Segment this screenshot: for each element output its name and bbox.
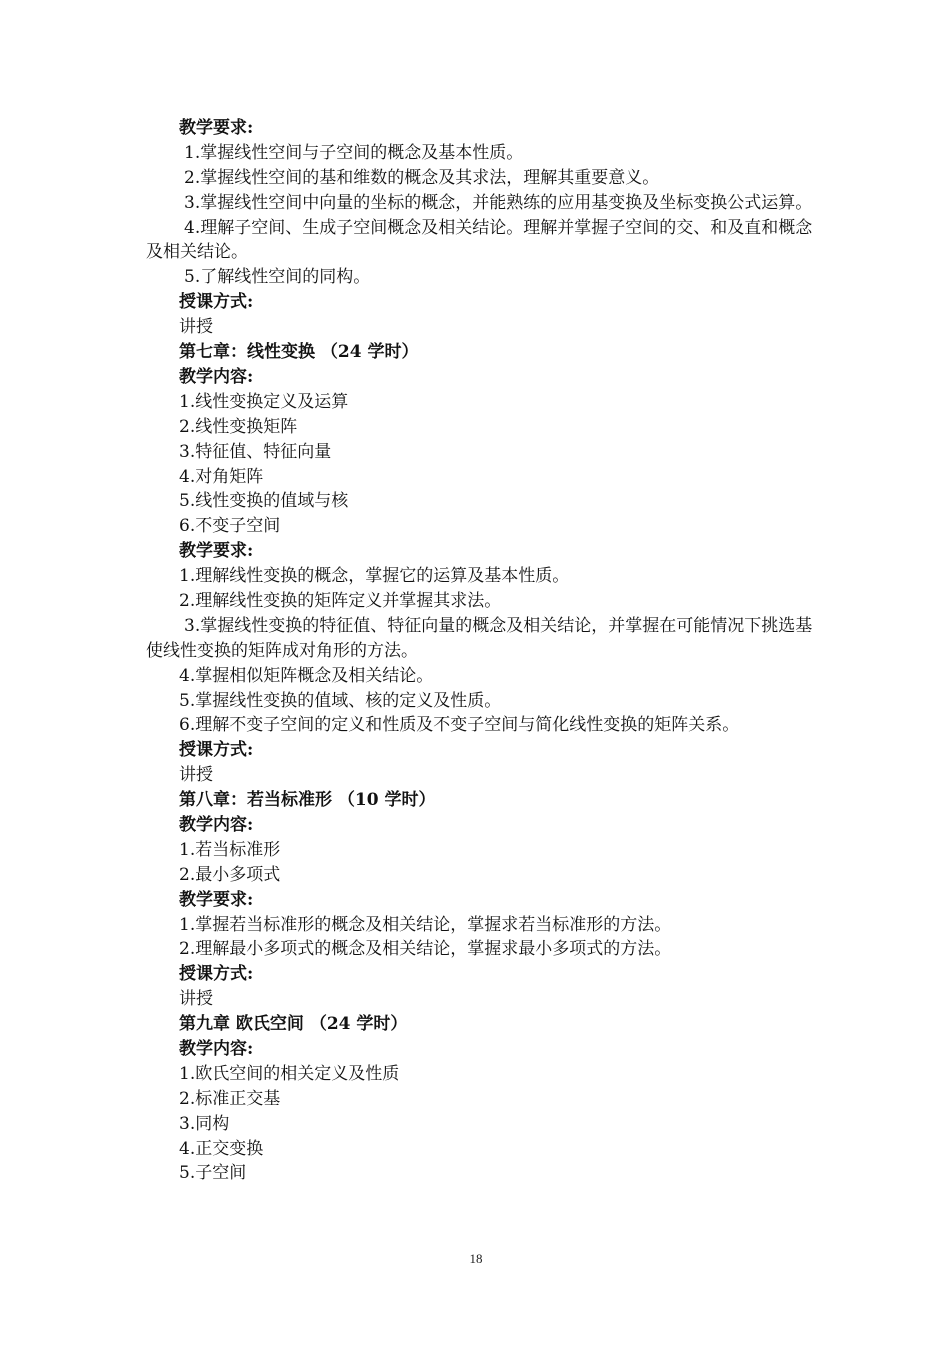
section-heading: 教学要求:	[179, 118, 254, 138]
list-item: 2.线性变换矩阵	[179, 416, 298, 437]
list-item: 5.子空间	[179, 1163, 247, 1184]
list-item: 1.掌握线性空间与子空间的概念及基本性质。	[184, 142, 524, 163]
chapter-title: 第九章 欧氏空间 （24 学时）	[179, 1014, 408, 1035]
chapter-title: 第七章：线性变换 （24 学时）	[179, 342, 419, 363]
list-item: 3.掌握线性变换的特征值、特征向量的概念及相关结论，并掌握在可能情况下挑选基使线性变换的矩阵成对角形的方法。	[146, 615, 813, 661]
list-item: 1.若当标准形	[179, 839, 281, 860]
list-item: 1.线性变换定义及运算	[179, 391, 349, 412]
list-item: 3.掌握线性空间中向量的坐标的概念，并能熟练的应用基变换及坐标变换公式运算。	[184, 192, 813, 213]
list-item: 2.掌握线性空间的基和维数的概念及其求法，理解其重要意义。	[184, 167, 660, 188]
list-item: 4.理解子空间、生成子空间概念及相关结论。理解并掌握子空间的交、和及直和概念及相关结论。	[146, 217, 813, 263]
teaching-mode: 讲授	[179, 317, 213, 338]
list-item: 2.理解线性变换的矩阵定义并掌握其求法。	[179, 590, 502, 611]
list-item: 4.正交变换	[179, 1138, 264, 1159]
list-item: 2.最小多项式	[179, 864, 281, 885]
section-heading: 教学内容:	[179, 815, 254, 836]
list-item: 1.欧氏空间的相关定义及性质	[179, 1063, 400, 1084]
list-item: 5.线性变换的值域与核	[179, 491, 349, 512]
teaching-mode: 讲授	[179, 765, 213, 786]
section-heading: 授课方式:	[179, 292, 254, 313]
section-heading: 教学要求:	[179, 889, 254, 910]
list-item: 5.掌握线性变换的值域、核的定义及性质。	[179, 690, 502, 711]
list-item: 6.理解不变子空间的定义和性质及不变子空间与简化线性变换的矩阵关系。	[179, 715, 740, 736]
list-item: 2.理解最小多项式的概念及相关结论，掌握求最小多项式的方法。	[179, 939, 672, 960]
list-item: 4.对角矩阵	[179, 466, 264, 487]
page-content	[146, 116, 814, 1186]
section-heading: 教学要求:	[179, 541, 254, 562]
section-heading: 教学内容:	[179, 1039, 254, 1060]
page-number: 18	[469, 1251, 483, 1266]
list-item: 4.掌握相似矩阵概念及相关结论。	[179, 665, 434, 686]
list-item: 6.不变子空间	[179, 516, 281, 537]
section-heading: 授课方式:	[179, 740, 254, 761]
list-item: 2.标准正交基	[179, 1088, 281, 1109]
list-item: 3.特征值、特征向量	[179, 441, 332, 462]
list-item: 3.同构	[179, 1113, 230, 1134]
section-heading: 授课方式:	[179, 964, 254, 985]
list-item: 1.掌握若当标准形的概念及相关结论，掌握求若当标准形的方法。	[179, 914, 672, 935]
chapter-title: 第八章：若当标准形 （10 学时）	[179, 790, 436, 811]
section-heading: 教学内容:	[179, 366, 254, 387]
list-item: 1.理解线性变换的概念，掌握它的运算及基本性质。	[179, 566, 570, 587]
teaching-mode: 讲授	[179, 989, 213, 1010]
list-item: 5.了解线性空间的同构。	[184, 267, 371, 288]
